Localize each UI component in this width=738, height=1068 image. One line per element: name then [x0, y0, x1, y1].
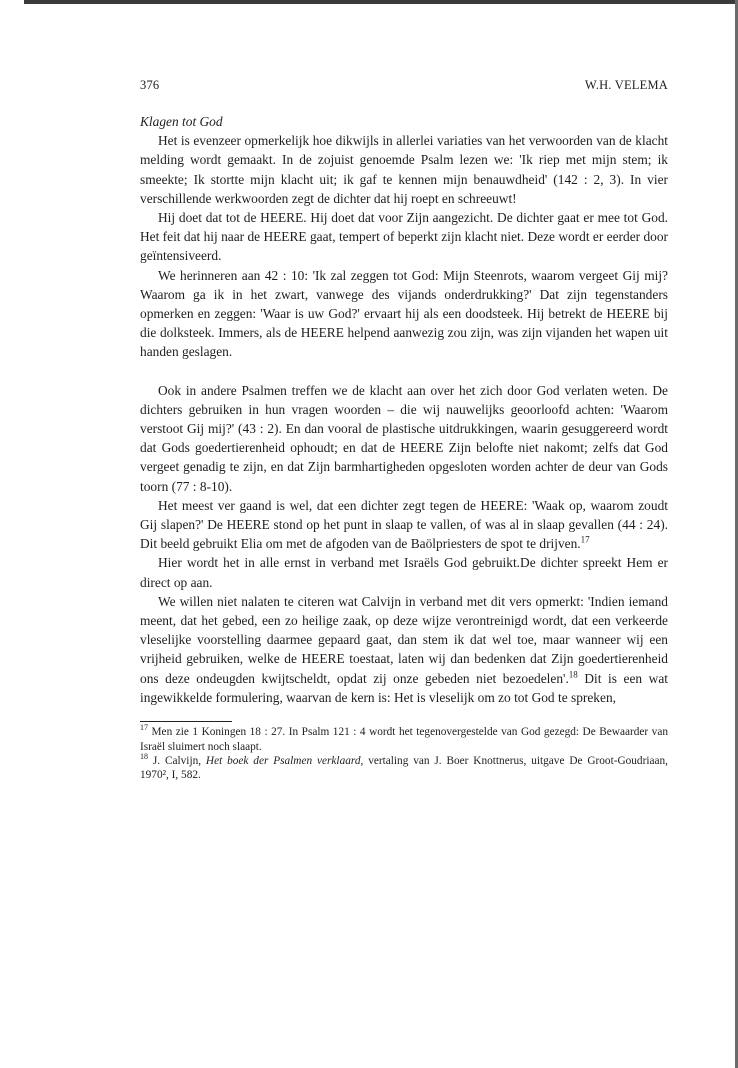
footnote-text: vertaling van J. Boer Knottnerus, uitgave De Groot-Goudriaan, 1970², I, 582. — [140, 754, 668, 782]
book-page — [140, 76, 668, 783]
footnote-ref-17[interactable]: 17 — [580, 534, 590, 545]
paragraph-text: We willen niet nalaten te citeren wat Calvijn in verband met dit vers opmerkt: 'Indien iemand meent, dat het gebed, een zo heilige zaak, op deze wijze verontreinigd wordt, dat een verkeerde vleselijke voorstelling daarmee gepaard gaat, dan stem ik dat wel toe, maar wanneer wij een vrijheid gebruiken, welke de HEERE toestaat, laten wij dan bedenken dat Zijn goedertierenheid ons deze ondeugden kwijtscheldt, opdat zij onze gebeden niet bezoedelen'. — [140, 593, 668, 686]
paragraph: Hier wordt het in alle ernst in verband met Israëls God gebruikt.De dichter spreekt Hem er direct op aan. — [140, 555, 668, 590]
paragraph — [140, 592, 668, 707]
scan-border-left — [0, 0, 24, 1068]
section-heading: Klagen tot God — [140, 114, 223, 129]
paragraph: Hij doet dat tot de HEERE. Hij doet dat voor Zijn aangezicht. De dichter gaat er mee tot God. Het feit dat hij naar de HEERE gaat, tempert of beperkt zijn klacht niet. Deze wordt er eerder door geïntensiveerd. — [140, 210, 668, 264]
paragraph: We herinneren aan 42 : 10: 'Ik zal zeggen tot God: Mijn Steenrots, waarom vergeet Gij mij? Waarom ga ik in het zwart, vanwege des vijands onderdrukking?' Dat zijn tegenstanders opmerken en zeggen: 'Waar is uw God?' ervaart hij als een doodsteek. Hij betrekt de HEERE bij die dolksteek. Immers, als de HEERE helpend aanwezig zou zijn, was zijn vijanden het wapen uit handen geslagen. — [140, 267, 668, 360]
footnote-text: Men zie 1 Koningen 18 : 27. In Psalm 121 : 4 wordt het tegenovergestelde van God gezegd: De Bewaarder van Israël sluimert noch slaapt. — [140, 726, 668, 753]
paragraph — [140, 496, 668, 554]
footnote — [140, 754, 668, 783]
footnote — [140, 725, 668, 754]
footnote-text: J. Calvijn, — [152, 754, 206, 767]
paragraph-gap — [140, 362, 668, 381]
footnote-number: 18 — [140, 752, 148, 762]
paragraph-text: Dit is een wat ingewikkelde formulering, waarvan de kern is: Het is vleselijk om zo tot God te spreken, — [140, 670, 668, 705]
footnote-book-title: Het boek der Psalmen verklaard, — [205, 754, 364, 767]
running-head-author: W.H. VELEMA — [584, 78, 668, 92]
paragraph: Het is evenzeer opmerkelijk hoe dikwijls in allerlei variaties van het verwoorden van de klacht melding wordt gemaakt. In de zojuist genoemde Psalm lezen we: 'Ik riep met mijn stem; ik smeekte; Ik stortte mijn klacht uit; ik gaf te kennen mijn benauwdheid' (142 : 2, 3). In vier verschillende werkwoorden zegt de dichter dat hij roept en schreeuwt! — [140, 133, 668, 206]
paragraph: Ook in andere Psalmen treffen we de klacht aan over het zich door God verlaten weten. De dichters gebruiken in hun vragen woorden – die wij nauwelijks geoorloofd achten: 'Waarom verstoot Gij mij?' (43 : 2). En dan vooral de plastische uitdrukkingen, waarin gesuggereerd wordt dat Gods goedertierenheid ophoudt; en dat de HEERE Zijn belofte niet nakomt; zelfs dat God vergeet genadig te zijn, en dat Zijn barmhartigheden opgesloten worden achter de deur van Gods toorn (77 : 8-10). — [140, 382, 668, 494]
paragraph-text: Het meest ver gaand is wel, dat een dichter zegt tegen de HEERE: 'Waak op, waarom zoudt Gij slapen?' De HEERE stond op het punt in slaap te vallen, of was al in slaap gevallen (44 : 24). Dit beeld gebruikt Elia om met de afgoden van de Baölpriesters de spot te drijven. — [140, 497, 668, 552]
footnote-number: 17 — [140, 723, 148, 733]
page-number: 376 — [140, 78, 160, 92]
footnote-ref-18[interactable]: 18 — [568, 669, 578, 680]
footnote-divider — [140, 721, 232, 722]
scan-border-top — [24, 0, 738, 4]
footnotes — [140, 725, 668, 783]
running-head — [140, 76, 668, 96]
